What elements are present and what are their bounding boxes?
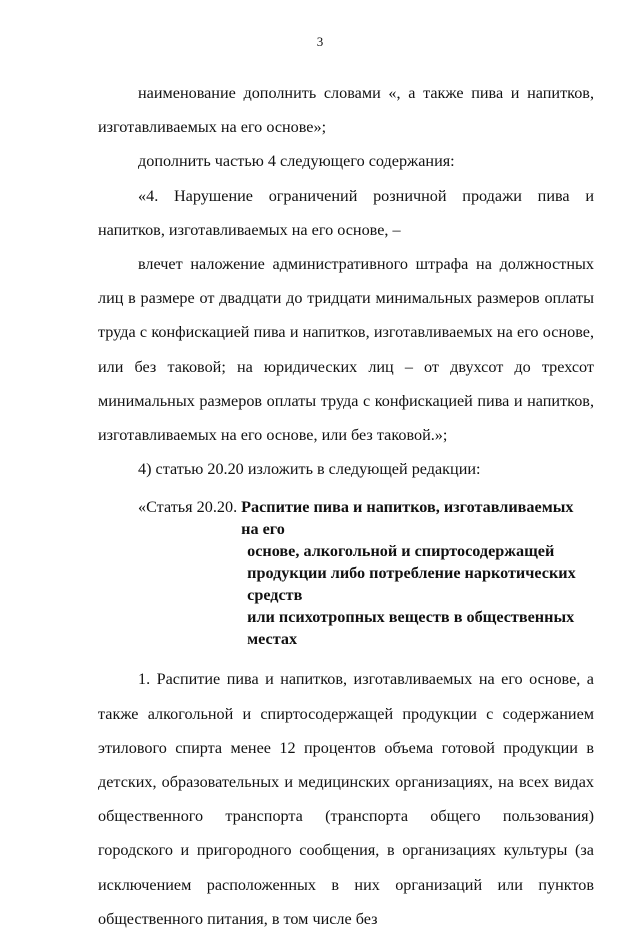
article-title-line-1: Распитие пива и напитков, изготавливаемых на его <box>241 498 574 539</box>
article-title-line-2: основе, алкогольной и спиртосодержащей <box>247 542 555 561</box>
paragraph-rename: наименование дополнить словами «, а также пива и напитков, изготавливаемых на его основе»; <box>98 84 594 137</box>
paragraph-penalty: влечет наложение административного штрафа на должностных лиц в размере от двадцати до тридцати минимальных размеров оплаты труда с конфискацией пива и напитков, изготавливаемых на его основе, или без таковой; на юридических лиц – от двухсот до трехсот минимальных размеров оплаты труда с конфискацией пива и напитков, изготавливаемых на его основе, или без таковой.»; <box>98 255 594 445</box>
article-title-line-3: продукции либо потребление наркотических средств <box>247 564 576 605</box>
paragraph-part-4-violation: «4. Нарушение ограничений розничной продажи пива и напитков, изготавливаемых на его основе, – <box>98 186 594 239</box>
paragraph-article-intro: 4) статью 20.20 изложить в следующей редакции: <box>138 460 481 479</box>
page-number: 3 <box>316 34 324 49</box>
article-heading <box>138 496 594 650</box>
paragraph-article-part-1: 1. Распитие пива и напитков, изготавливаемых на его основе, а также алкогольной и спиртосодержащей продукции с содержанием этилового спирта менее 12 процентов объема готовой продукции в детских, образовательных и медицинских организациях, на всех видах общественного транспорта (транспорта общего пользования) городского и пригородного сообщения, в организациях культуры (за исключением расположенных в них организаций или пунктов общественного питания, в том числе без <box>98 670 594 928</box>
document-body <box>98 76 594 936</box>
article-title-line-4: или психотропных веществ в общественных местах <box>247 608 575 649</box>
paragraph-add-part-4: дополнить частью 4 следующего содержания: <box>138 152 455 171</box>
article-title <box>241 496 594 650</box>
article-number: «Статья 20.20. <box>138 498 238 517</box>
